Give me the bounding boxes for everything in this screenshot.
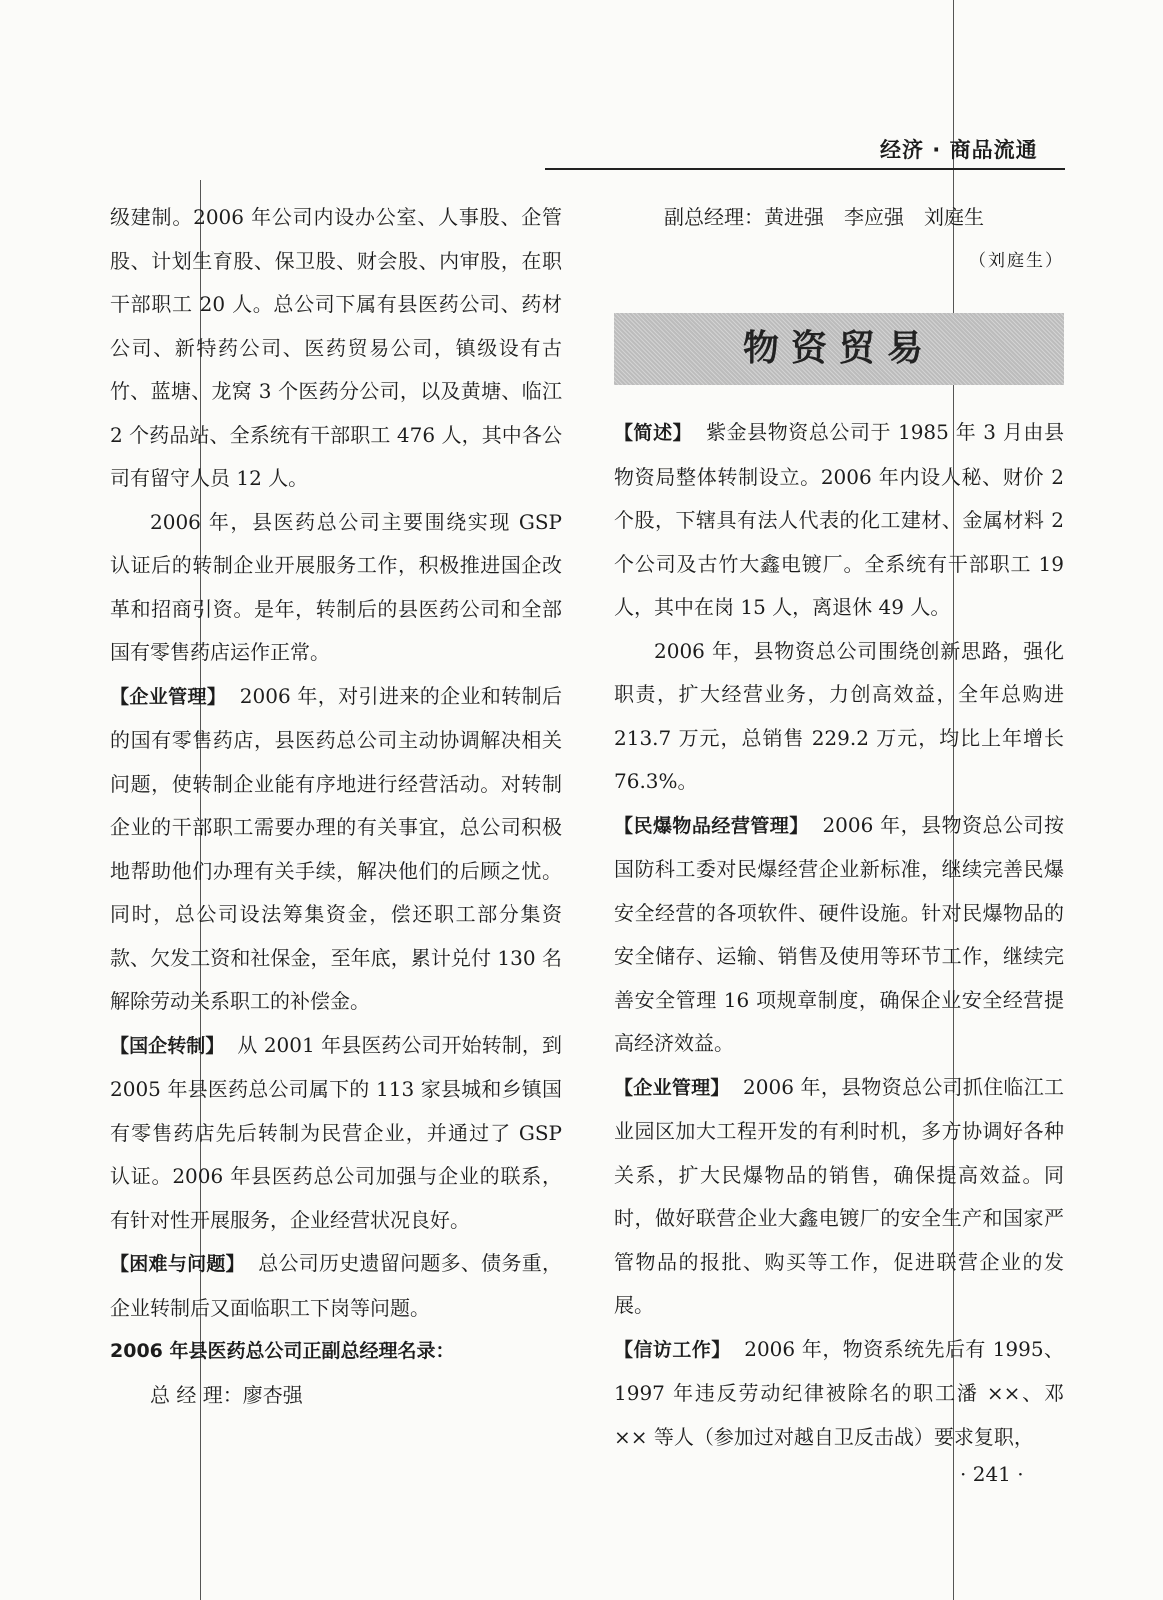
general-manager-line: 总 经 理：廖杏强 (150, 1382, 303, 1407)
section-tag: 【民爆物品经营管理】 (614, 814, 809, 837)
left-column (110, 196, 562, 1417)
section-title: 物资贸易 (742, 328, 935, 370)
deputy-manager-line: 副总经理：黄进强 李应强 刘庭生 (664, 205, 984, 229)
paragraph (614, 804, 1064, 1066)
author-credit: （刘庭生） (969, 250, 1064, 271)
paragraph (614, 1066, 1064, 1328)
paragraph: 级建制。2006 年公司内设办公室、人事股、企管股、计划生育股、保卫股、财会股、内审股，在职干部职工 20 人。总公司下属有县医药公司、药材公司、新特药公司、医药贸易公司，镇级设有古竹、蓝塘、龙窝 3 个医药分公司，以及黄塘、临江 2 个药品站、全系统有干部职工 476 人，其中各公司有留守人员 12 人。 (110, 205, 562, 490)
paragraph-text: 紫金县物资总公司于 1985 年 3 月由县物资局整体转制设立。2006 年内设人秘、财价 2 个股，下辖具有法人代表的化工建材、金属材料 2 个公司及古竹大鑫电镀厂。全系统有干部职工 19 人，其中在岗 15 人，离退休 49 人。 (614, 420, 1064, 619)
right-column (614, 196, 1064, 1459)
section-tag: 【企业管理】 (110, 685, 227, 708)
section-tag: 【信访工作】 (614, 1338, 731, 1361)
running-header: 经济 · 商品流通 (880, 138, 1038, 162)
paragraph (110, 1024, 562, 1243)
section-tag: 【企业管理】 (614, 1076, 730, 1099)
paragraph: 2006 年，县物资总公司围绕创新思路，强化职责，扩大经营业务，力创高效益，全年总购进 213.7 万元，总销售 229.2 万元，均比上年增长 76.3%。 (614, 638, 1064, 793)
paragraph: 2006 年，县医药总公司主要围绕实现 GSP 认证后的转制企业开展服务工作，积极推进国企改革和招商引资。是年，转制后的县医药公司和全部国有零售药店运作正常。 (110, 509, 562, 664)
section-tag: 【简述】 (614, 422, 693, 444)
paragraph-text: 从 2001 年县医药公司开始转制，到 2005 年县医药总公司属下的 113 家县城和乡镇国有零售药店先后转制为民营企业，并通过了 GSP 认证。2006 年县医药总公司加强与企业的联系，有针对性开展服务，企业经营状况良好。 (110, 1032, 562, 1232)
section-banner (614, 313, 1064, 385)
page-number: · 241 · (960, 1462, 1024, 1486)
header-rule (545, 168, 1065, 170)
paragraph-text: 2006 年，县物资总公司按国防科工委对民爆经营企业新标准，继续完善民爆安全经营的各项软件、硬件设施。针对民爆物品的安全储存、运输、销售及使用等环节工作，继续完善安全管理 16 项规章制度，确保企业安全经营提高经济效益。 (614, 812, 1064, 1055)
paragraph-text: 2006 年，物资系统先后有 1995、1997 年违反劳动纪律被除名的职工潘 ××、邓 ×× 等人（参加过对越自卫反击战）要求复职， (614, 1336, 1064, 1449)
paragraph (110, 675, 562, 1024)
paragraph-text: 2006 年，县物资总公司抓住临江工业园区加大工程开发的有利时机，多方协调好各种关系，扩大民爆物品的销售，确保提高效益。同时，做好联营企业大鑫电镀厂的安全生产和国家严管物品的报批、购买等工作，促进联营企业的发展。 (614, 1074, 1064, 1317)
section-tag: 【国企转制】 (110, 1034, 225, 1057)
paragraph-text: 总公司历史遗留问题多、债务重，企业转制后又面临职工下岗等问题。 (110, 1251, 563, 1320)
paragraph (110, 1242, 562, 1330)
section-tag: 【困难与问题】 (110, 1253, 245, 1275)
officer-list-title: 2006 年县医药总公司正副总经理名录： (110, 1340, 455, 1362)
paragraph (614, 1328, 1064, 1460)
paragraph (614, 411, 1064, 630)
paragraph-text: 2006 年，对引进来的企业和转制后的国有零售药店，县医药总公司主动协调解决相关问题，使转制企业能有序地进行经营活动。对转制企业的干部职工需要办理的有关事宜，总公司积极地帮助他们办理有关手续，解决他们的后顾之忧。同时，总公司设法筹集资金，偿还职工部分集资款、欠发工资和社保金，至年底，累计兑付 130 名解除劳动关系职工的补偿金。 (110, 683, 562, 1013)
